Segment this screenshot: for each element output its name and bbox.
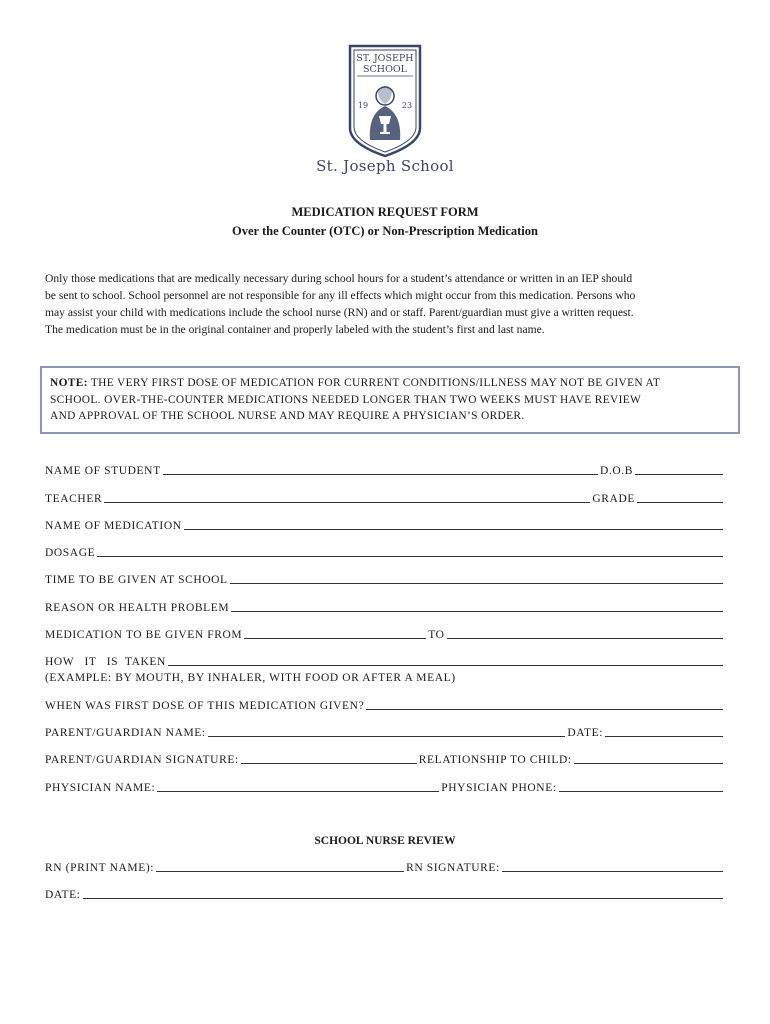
physician-name-label: PHYSICIAN NAME: — [45, 782, 156, 794]
physician-row — [45, 780, 725, 794]
rn-date-input[interactable] — [83, 887, 723, 899]
rn-print-name-label: RN (PRINT NAME): — [45, 862, 155, 874]
parent-name-label: PARENT/GUARDIAN NAME: — [45, 727, 206, 739]
note-line1: THE VERY FIRST DOSE OF MEDICATION FOR CURRENT CONDITIONS/ILLNESS MAY NOT BE GIVEN AT — [87, 377, 661, 389]
note-line2: SCHOOL. OVER-THE-COUNTER MEDICATIONS NEEDED LONGER THAN TWO WEEKS MUST HAVE REVIEW — [50, 393, 642, 406]
first-dose-input[interactable] — [366, 698, 723, 710]
first-dose-row — [45, 698, 725, 712]
rn-date-label: DATE: — [45, 889, 81, 901]
parent-name-input[interactable] — [208, 725, 566, 737]
to-label: TO — [428, 629, 445, 641]
student-name-input[interactable] — [163, 463, 598, 475]
dosage-row — [45, 545, 725, 559]
note-label: NOTE: — [50, 377, 88, 389]
medication-name-input[interactable] — [184, 518, 723, 530]
form-subtitle: Over the Counter (OTC) or Non-Prescription Medication — [232, 224, 538, 238]
parent-date-label: DATE: — [567, 727, 603, 739]
parent-signature-input[interactable] — [241, 752, 417, 764]
rn-signature-input[interactable] — [502, 860, 723, 872]
given-from-label: MEDICATION TO BE GIVEN FROM — [45, 629, 243, 641]
intro-line: Only those medications that are medically necessary during school hours for a student’s attendance or written in an IEP should — [45, 272, 633, 285]
how-taken-row — [45, 654, 725, 668]
physician-name-input[interactable] — [157, 780, 439, 792]
reason-label: REASON OR HEALTH PROBLEM — [45, 602, 230, 614]
medication-name-label: NAME OF MEDICATION — [45, 520, 182, 532]
note-line3: AND APPROVAL OF THE SCHOOL NURSE AND MAY REQUIRE A PHYSICIAN’S ORDER. — [50, 410, 525, 422]
intro-line: be sent to school. School personnel are not responsible for any ill effects which might occur from this medication. Persons who — [45, 289, 636, 302]
dosage-input[interactable] — [97, 545, 723, 557]
medication-name-row — [45, 518, 725, 532]
reason-input[interactable] — [231, 600, 723, 612]
rn-row — [45, 860, 725, 874]
grade-input[interactable] — [637, 491, 723, 503]
school-name: St. Joseph School — [316, 157, 454, 175]
intro-line: may assist your child with medications include the school nurse (RN) and or staff. Parent/guardian must give a written request. — [45, 306, 634, 319]
form-title: MEDICATION REQUEST FORM — [291, 205, 479, 219]
intro-line: The medication must be in the original container and properly labeled with the student’s first and last name. — [45, 323, 545, 336]
physician-phone-input[interactable] — [559, 780, 723, 792]
how-taken-example: (EXAMPLE: BY MOUTH, BY INHALER, WITH FOOD OR AFTER A MEAL) — [45, 672, 456, 684]
rn-signature-label: RN SIGNATURE: — [406, 862, 500, 874]
logo-year-right: 23 — [401, 101, 413, 110]
rn-print-name-input[interactable] — [156, 860, 404, 872]
relationship-input[interactable] — [574, 752, 723, 764]
note-box — [40, 366, 740, 434]
school-crest-logo — [348, 44, 422, 158]
logo-year-left: 19 — [357, 101, 369, 110]
logo-text-line1: ST. JOSEPH — [356, 53, 414, 64]
student-name-label: NAME OF STUDENT — [45, 465, 161, 477]
teacher-row — [45, 491, 725, 505]
logo-text-line2: SCHOOL — [363, 64, 407, 75]
time-given-input[interactable] — [230, 572, 723, 584]
nurse-review-title: SCHOOL NURSE REVIEW — [314, 835, 456, 847]
grade-label: GRADE — [592, 493, 635, 505]
teacher-label: TEACHER — [45, 493, 103, 505]
dob-input[interactable] — [635, 463, 723, 475]
first-dose-label: WHEN WAS FIRST DOSE OF THIS MEDICATION GIVEN? — [45, 700, 365, 712]
parent-date-input[interactable] — [605, 725, 723, 737]
teacher-input[interactable] — [104, 491, 590, 503]
parent-signature-label: PARENT/GUARDIAN SIGNATURE: — [45, 754, 239, 766]
dob-label: D.O.B — [599, 465, 633, 477]
rn-date-row — [45, 887, 725, 901]
dosage-label: DOSAGE — [45, 547, 96, 559]
given-from-row — [45, 627, 725, 641]
relationship-label: RELATIONSHIP TO CHILD: — [418, 754, 572, 766]
intro-paragraph — [45, 270, 735, 338]
time-given-label: TIME TO BE GIVEN AT SCHOOL — [45, 574, 228, 586]
parent-name-row — [45, 725, 725, 739]
how-taken-input[interactable] — [168, 654, 723, 666]
parent-signature-row — [45, 752, 725, 766]
to-input[interactable] — [447, 627, 723, 639]
student-row — [45, 463, 725, 477]
given-from-input[interactable] — [244, 627, 426, 639]
physician-phone-label: PHYSICIAN PHONE: — [441, 782, 557, 794]
reason-row — [45, 600, 725, 614]
time-given-row — [45, 572, 725, 586]
how-taken-label: HOW IT IS TAKEN — [45, 656, 166, 668]
